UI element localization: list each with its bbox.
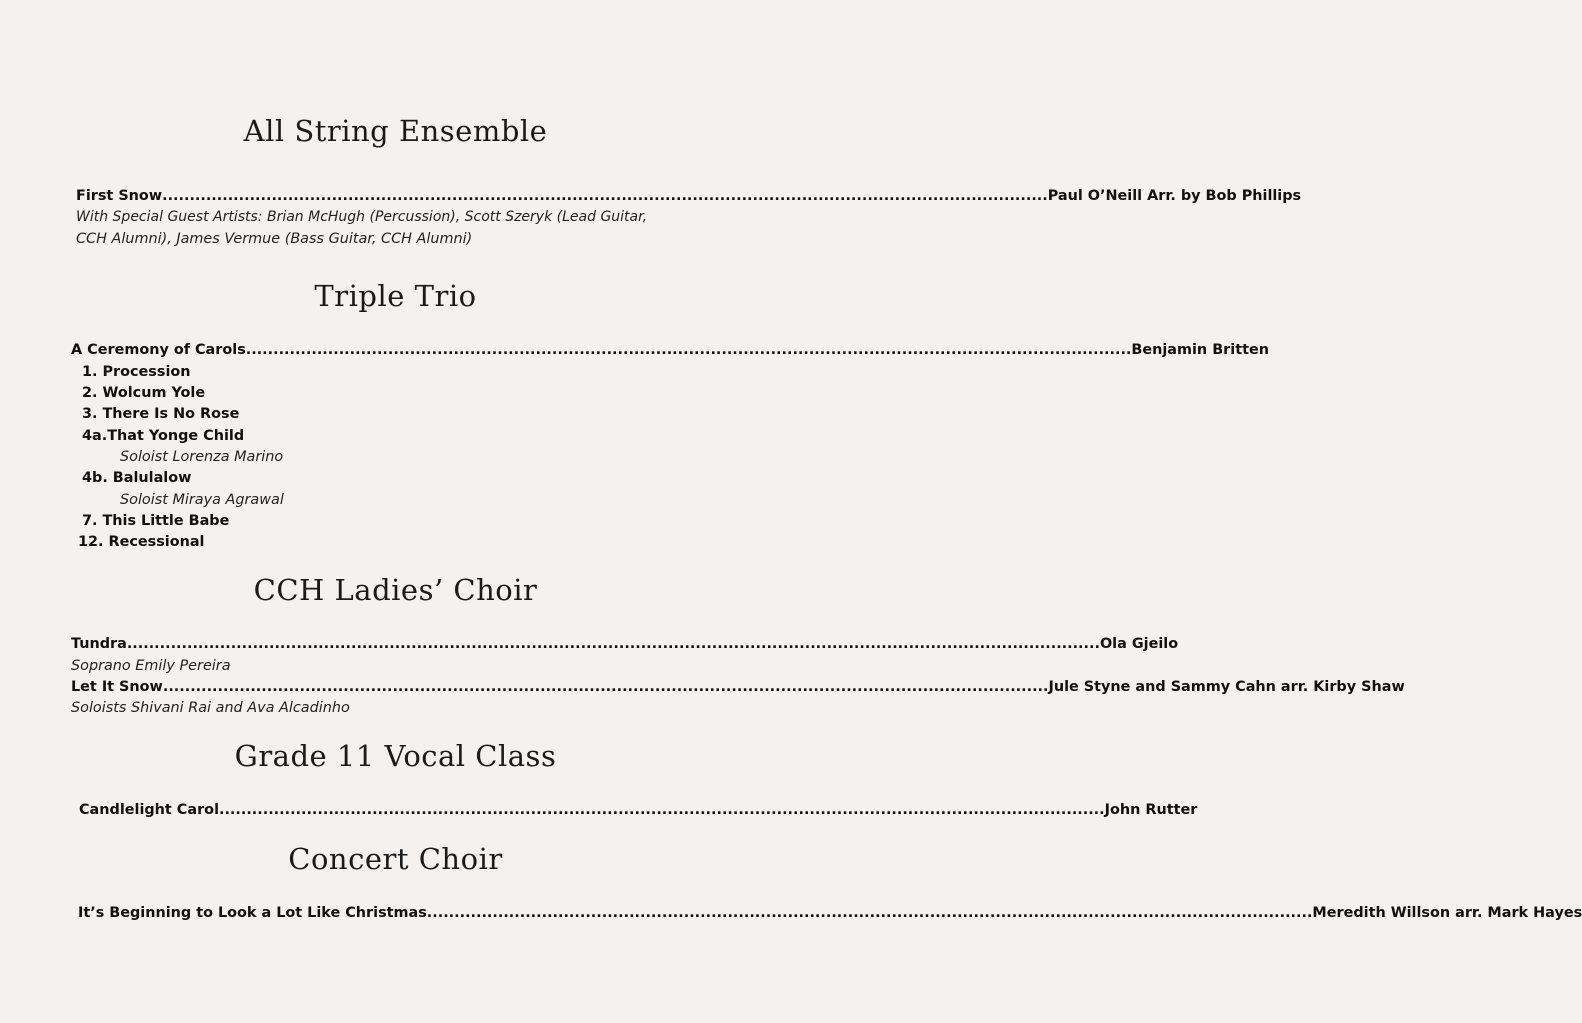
dot-leader: .................................................................................................................................................................. (162, 188, 1048, 204)
composer: Jule Styne and Sammy Cahn arr. Kirby Shaw (1048, 679, 1405, 695)
guest-artists-note-cont: CCH Alumni), James Vermue (Bass Guitar, CCH Alumni) (76, 231, 473, 247)
composer: Ola Gjeilo (1099, 636, 1179, 652)
piece-title: It’s Beginning to Look a Lot Like Christmas (78, 905, 427, 921)
piece-title: Tundra (71, 636, 127, 652)
movement-item: 4a.That Yonge Child (82, 428, 245, 444)
program-entry-let-it-snow (71, 677, 1405, 697)
section-title-triple-trio: Triple Trio (314, 279, 477, 313)
section-title-concert-choir: Concert Choir (288, 842, 503, 876)
dot-leader: .................................................................................................................................................................. (426, 905, 1313, 921)
movement-item: 1. Procession (82, 364, 191, 380)
guest-artists-note: With Special Guest Artists: Brian McHugh (Percussion), Scott Szeryk (Lead Guitar, (76, 209, 648, 225)
piece-title: First Snow (76, 188, 163, 204)
section-title-all-string-ensemble: All String Ensemble (243, 114, 548, 148)
piece-title: Candlelight Carol (79, 802, 219, 818)
piece-title: Let It Snow (71, 679, 163, 695)
dot-leader: .................................................................................................................................................................................. (126, 636, 1100, 652)
movement-item: 7. This Little Babe (82, 513, 230, 529)
movement-item: 4b. Balulalow (82, 470, 192, 486)
program-entry-candlelight-carol (79, 800, 1198, 820)
movement-item: 12. Recessional (78, 534, 205, 550)
program-entry-first-snow (76, 186, 1302, 206)
composer: Meredith Willson arr. Mark Hayes (1312, 905, 1582, 921)
composer: Paul O’Neill Arr. by Bob Phillips (1047, 188, 1302, 204)
piece-title: A Ceremony of Carols (71, 342, 246, 358)
soloist-note: Soprano Emily Pereira (71, 658, 231, 674)
section-title-grade-11-vocal-class: Grade 11 Vocal Class (234, 739, 557, 773)
dot-leader: .................................................................................................................................................................. (162, 679, 1049, 695)
dot-leader: .................................................................................................................................................................. (219, 802, 1105, 818)
program-entry-tundra (71, 634, 1179, 654)
soloist-note: Soloist Miraya Agrawal (120, 492, 284, 508)
section-title-ladies-choir: CCH Ladies’ Choir (253, 573, 538, 607)
dot-leader: .................................................................................................................................................................. (245, 342, 1132, 358)
composer: John Rutter (1104, 802, 1198, 818)
movement-item: 3. There Is No Rose (82, 406, 240, 422)
movement-item: 2. Wolcum Yole (82, 385, 206, 401)
composer: Benjamin Britten (1131, 342, 1269, 358)
program-entry-beginning-to-look (78, 903, 1582, 923)
soloist-note: Soloist Lorenza Marino (120, 449, 284, 465)
soloist-note: Soloists Shivani Rai and Ava Alcadinho (71, 700, 350, 716)
program-entry-ceremony-of-carols (71, 340, 1269, 360)
